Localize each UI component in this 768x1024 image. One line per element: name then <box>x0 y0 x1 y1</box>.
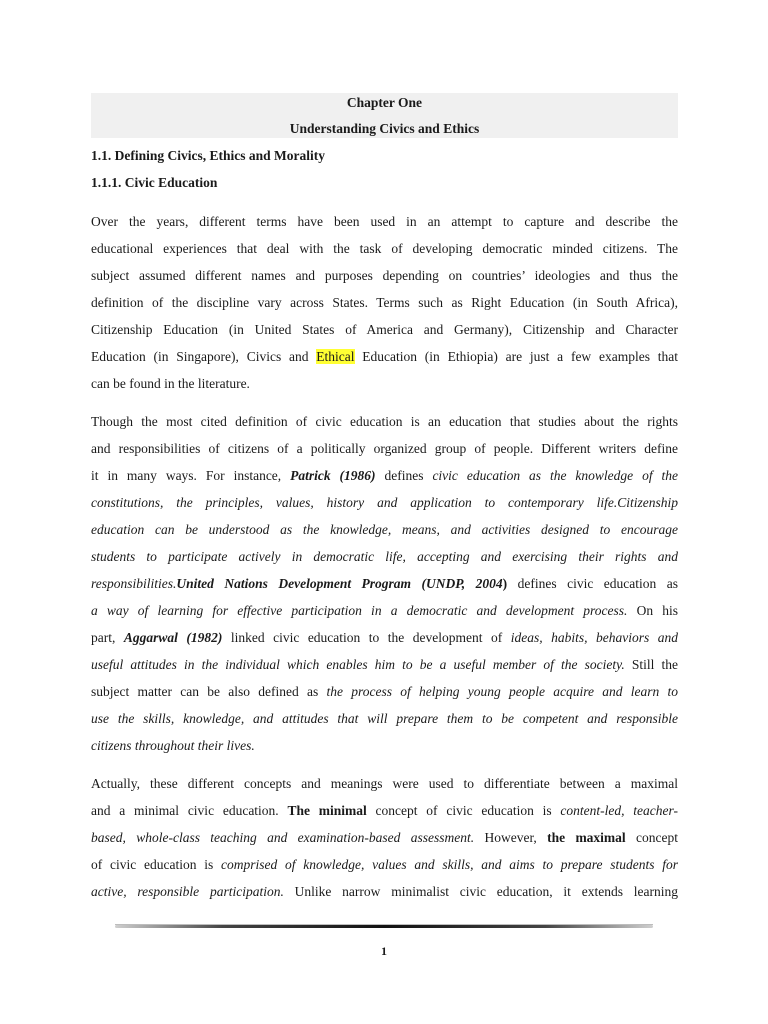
paragraph-line: and responsibilities of citizens of a politically organized group of people. Different writers define <box>91 441 678 456</box>
text-run: Education (in Singapore), Civics and <box>91 349 317 364</box>
paragraph-line <box>91 575 678 593</box>
bold-term: The minimal <box>287 803 367 818</box>
text-run: defines civic education as <box>507 576 678 591</box>
citation: Patrick (1986) <box>290 468 376 483</box>
paragraph-line: Over the years, different terms have been used in an attempt to capture and describe the <box>91 214 678 229</box>
text-run: concept of civic education is <box>366 803 561 818</box>
text-run: students to participate actively in democratic life, accepting and exercising their rights and <box>91 549 678 564</box>
paragraph-line <box>91 856 678 874</box>
paragraph-line <box>91 629 678 647</box>
bold-term: the maximal <box>547 830 626 845</box>
page-number: 1 <box>381 944 387 958</box>
text-run: linked civic education to the development of <box>222 630 511 645</box>
chapter-label: Chapter One <box>346 95 423 110</box>
text-run: comprised of knowledge, values and skills, and aims to prepare students for <box>220 857 678 872</box>
text-run: However, <box>474 830 548 845</box>
paragraph-line <box>91 683 678 701</box>
text-run: part, <box>91 630 124 645</box>
text-run: Education (in Ethiopia) are just a few examples that <box>354 349 678 364</box>
citation: Aggarwal (1982) <box>123 630 223 645</box>
section-heading-1-1: 1.1. Defining Civics, Ethics and Morality <box>91 148 326 163</box>
paragraph-line: educational experiences that deal with the task of developing democratic minded citizens. The <box>91 241 678 256</box>
paragraph-line: can be found in the literature. <box>91 376 250 391</box>
paragraph-line <box>91 348 678 366</box>
paragraph-line <box>91 829 678 847</box>
footer-divider <box>115 925 653 928</box>
paragraph-line <box>91 494 678 512</box>
paragraph-line <box>91 548 678 566</box>
paragraph-line <box>91 710 678 728</box>
text-run: On his <box>627 603 678 618</box>
text-run: and a minimal civic education. <box>91 803 288 818</box>
text-run: citizens throughout their lives. <box>91 738 255 753</box>
text-run: defines <box>375 468 433 483</box>
text-run: the process of helping young people acquire and learn to <box>326 684 678 699</box>
chapter-title: Understanding Civics and Ethics <box>289 121 480 136</box>
paragraph-line <box>91 521 678 539</box>
chapter-heading-box <box>91 93 678 138</box>
paragraph-line <box>91 656 678 674</box>
text-run: Still the <box>624 657 678 672</box>
paragraph-line <box>91 802 678 820</box>
text-run: ) <box>502 576 508 591</box>
text-run: use the skills, knowledge, and attitudes that will prepare them to be competent and responsible <box>91 711 678 726</box>
paragraph-line <box>91 883 678 901</box>
text-run: Unlike narrow minimalist civic education, it extends learning <box>283 884 678 899</box>
text-run: of civic education is <box>91 857 221 872</box>
text-run: education can be understood as the knowledge, means, and activities designed to encourage <box>91 522 678 537</box>
section-heading-1-1-1: 1.1.1. Civic Education <box>91 175 218 190</box>
text-run: concept <box>625 830 678 845</box>
paragraph-line <box>91 602 678 620</box>
paragraph-line: Actually, these different concepts and meanings were used to differentiate between a maximal <box>91 776 678 791</box>
paragraph-line: definition of the discipline vary across States. Terms such as Right Education (in South Africa), <box>91 295 678 310</box>
text-run: active, responsible participation. <box>91 884 284 899</box>
text-run: subject matter can be also defined as <box>91 684 327 699</box>
paragraph-line: Citizenship Education (in United States of America and Germany), Citizenship and Character <box>91 322 678 337</box>
paragraph-line: subject assumed different names and purposes depending on countries’ ideologies and thus the <box>91 268 678 283</box>
paragraph-line <box>91 737 678 755</box>
text-run: responsibilities. <box>91 576 177 591</box>
text-run: civic education as the knowledge of the <box>432 468 679 483</box>
citation: United Nations Development Program (UNDP, 2004 <box>176 576 503 591</box>
text-run: content-led, teacher- <box>560 803 678 818</box>
highlighted-word: Ethical <box>316 349 355 364</box>
text-run: based, whole-class teaching and examination-based assessment. <box>91 830 475 845</box>
text-run: it in many ways. For instance, <box>91 468 291 483</box>
text-run: useful attitudes in the individual which enables him to be a useful member of the society. <box>91 657 625 672</box>
text-run: a way of learning for effective participation in a democratic and development process. <box>91 603 628 618</box>
text-run: ideas, habits, behaviors and <box>510 630 678 645</box>
paragraph-line <box>91 467 678 485</box>
paragraph-line: Though the most cited definition of civic education is an education that studies about the rights <box>91 414 678 429</box>
text-run: constitutions, the principles, values, history and application to contemporary life.Citizenship <box>91 495 678 510</box>
